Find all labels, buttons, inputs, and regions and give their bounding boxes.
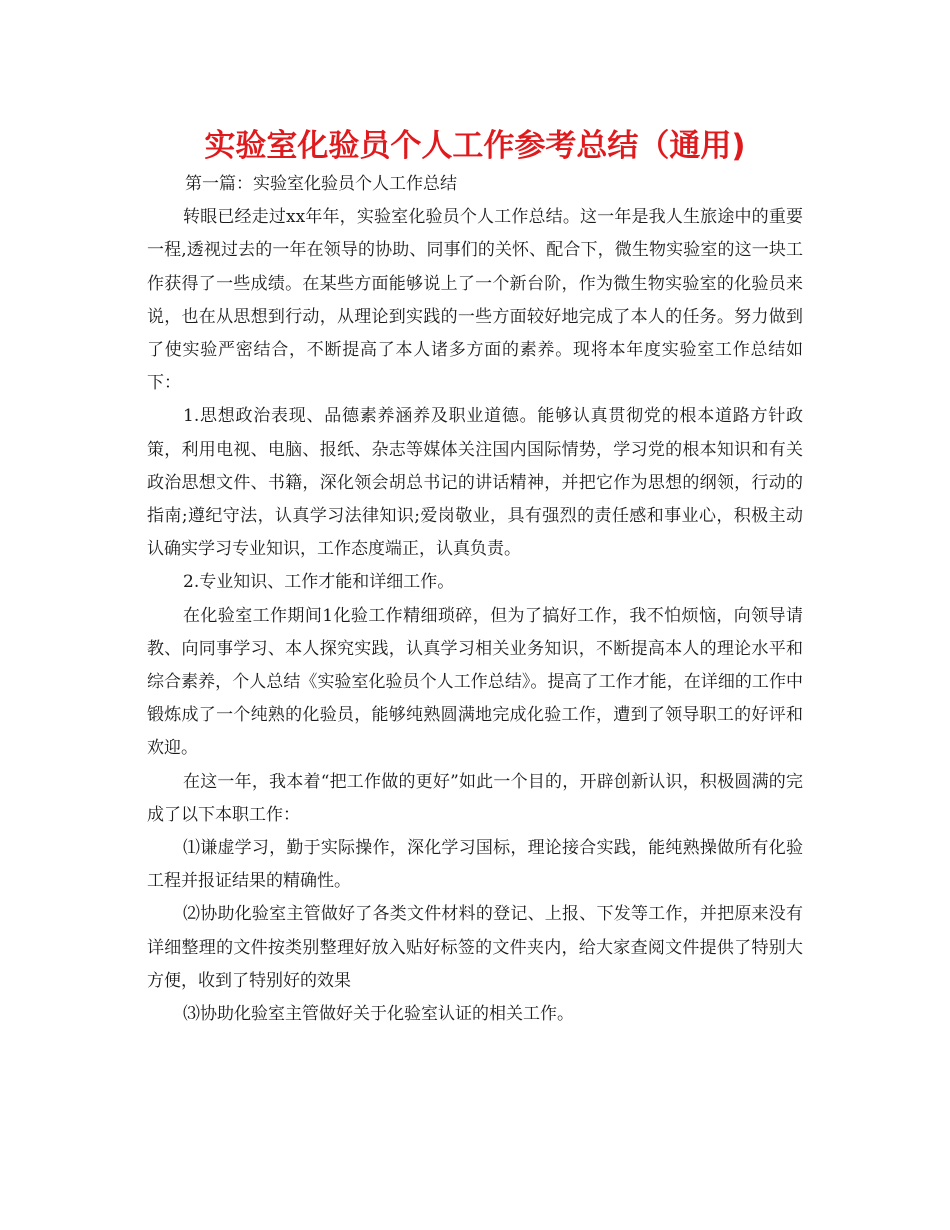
document-title: 实验室化验员个人工作参考总结（通用) xyxy=(204,128,746,164)
paragraph-item-1: 1.思想政治表现、品德素养涵养及职业道德。能够认真贯彻党的根本道路方针政策，利用电视、电脑、报纸、杂志等媒体关注国内国际情势，学习党的根本知识和有关政治思想文件、书籍，深化领会胡总书记的讲话精神，并把它作为思想的纲领，行动的指南;遵纪守法，认真学习法律知识;爱岗敬业，具有强烈的责任感和事业心，积极主动认确实学习专业知识，工作态度端正，认真负责。 xyxy=(147,406,803,560)
paragraph-sub-3: ⑶协助化验室主管做好关于化验室认证的相关工作。 xyxy=(183,1004,574,1025)
section-heading: 第一篇：实验室化验员个人工作总结 xyxy=(185,174,457,194)
paragraph-sub-1: ⑴谦虚学习，勤于实际操作，深化学习国标，理论接合实践，能纯熟操做所有化验工程并报证结果的精确性。 xyxy=(147,838,803,892)
document-body xyxy=(147,168,803,1031)
paragraph-intro: 转眼已经走过xx年年，实验室化验员个人工作总结。这一年是我人生旅途中的重要一程,透视过去的一年在领导的协助、同事们的关怀、配合下，微生物实验室的这一块工作获得了一些成绩。在某些方面能够说上了一个新台阶，作为微生物实验室的化验员来说，也在从思想到行动，从理论到实践的一些方面较好地完成了本人的任务。努力做到了使实验严密结合，不断提高了本人诸多方面的素养。现将本年度实验室工作总结如下： xyxy=(147,207,803,394)
paragraph-item-2-heading: 2.专业知识、工作才能和详细工作。 xyxy=(183,572,455,593)
paragraph-sub-2: ⑵协助化验室主管做好了各类文件材料的登记、上报、下发等工作，并把原来没有详细整理的文件按类别整理好放入贴好标签的文件夹内，给大家查阅文件提供了特别大方便，收到了特别好的效果 xyxy=(147,904,803,991)
paragraph-year-work: 在这一年，我本着“把工作做的更好”如此一个目的，开辟创新认识，积极圆满的完成了以下本职工作： xyxy=(147,771,803,825)
paragraph-item-2-body: 在化验室工作期间1化验工作精细琐碎，但为了搞好工作，我不怕烦恼，向领导请教、向同事学习、本人探究实践，认真学习相关业务知识，不断提高本人的理论水平和综合素养，个人总结《实验室化验员个人工作总结》。提高了工作才能，在详细的工作中锻炼成了一个纯熟的化验员，能够纯熟圆满地完成化验工作，遭到了领导职工的好评和欢迎。 xyxy=(147,605,803,759)
